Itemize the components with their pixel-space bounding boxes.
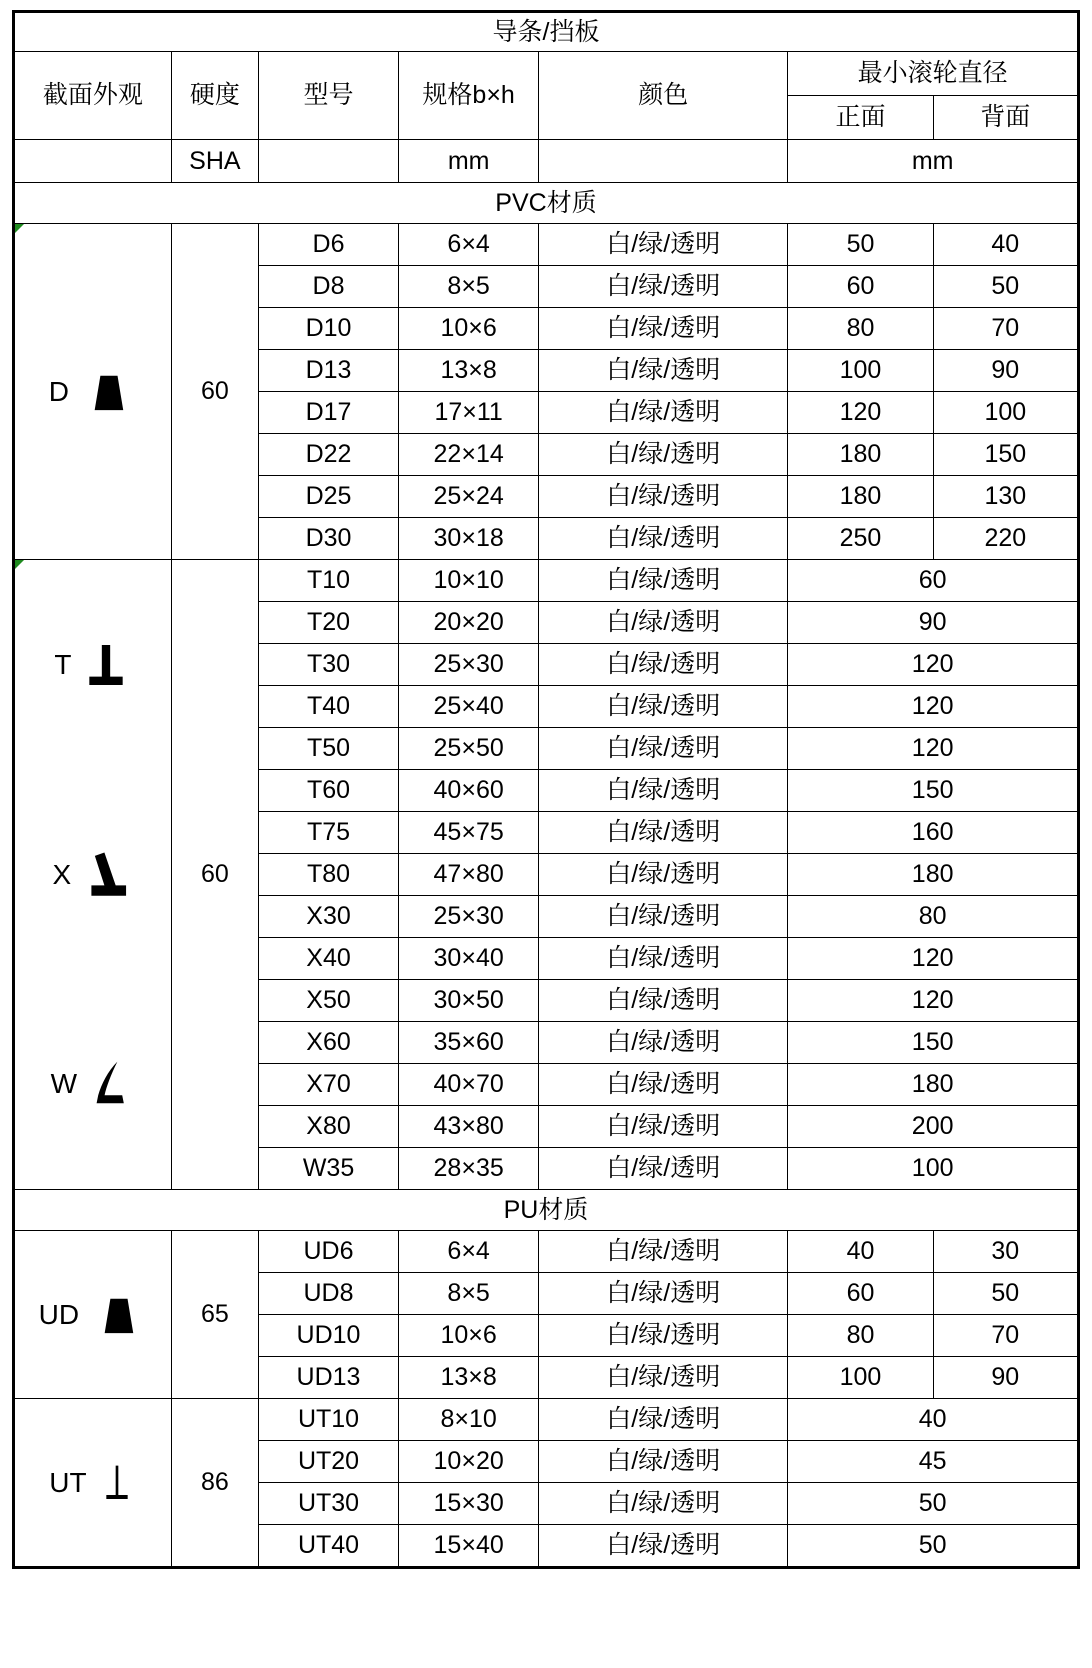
material-section-row: [14, 1190, 1079, 1231]
spec-cell: 47×80: [399, 854, 539, 896]
spec-cell: 25×30: [399, 644, 539, 686]
front-diameter-cell: 80: [788, 1315, 933, 1357]
material-section-label: PVC材质: [14, 183, 1079, 224]
title-row: [14, 12, 1079, 52]
model-cell: T20: [258, 602, 398, 644]
back-diameter-cell: 70: [933, 1315, 1078, 1357]
spec-cell: 10×10: [399, 560, 539, 602]
spec-cell: 45×75: [399, 812, 539, 854]
table-row: [14, 560, 1079, 602]
slanted-tee-profile-icon: [81, 849, 133, 901]
shape-stack: [15, 1231, 171, 1398]
model-cell: UD10: [258, 1315, 398, 1357]
back-diameter-cell: 150: [933, 434, 1078, 476]
spec-cell: 30×50: [399, 980, 539, 1022]
color-cell: 白/绿/透明: [539, 434, 788, 476]
color-cell: 白/绿/透明: [539, 1525, 788, 1568]
spec-cell: 6×4: [399, 1231, 539, 1273]
model-cell: D13: [258, 350, 398, 392]
color-cell: 白/绿/透明: [539, 1231, 788, 1273]
model-cell: X30: [258, 896, 398, 938]
model-cell: X50: [258, 980, 398, 1022]
model-cell: T80: [258, 854, 398, 896]
color-cell: 白/绿/透明: [539, 350, 788, 392]
spec-cell: 6×4: [399, 224, 539, 266]
model-cell: T40: [258, 686, 398, 728]
unit-roller: mm: [788, 140, 1079, 183]
spec-cell: 35×60: [399, 1022, 539, 1064]
color-cell: 白/绿/透明: [539, 686, 788, 728]
model-cell: UD6: [258, 1231, 398, 1273]
model-cell: D25: [258, 476, 398, 518]
model-cell: D17: [258, 392, 398, 434]
unit-shape: [14, 140, 172, 183]
header-front: 正面: [788, 96, 933, 140]
roller-diameter-cell: 40: [788, 1399, 1079, 1441]
roller-diameter-cell: 45: [788, 1441, 1079, 1483]
spec-cell: 40×60: [399, 770, 539, 812]
roller-diameter-cell: 60: [788, 560, 1079, 602]
shape-stack: [15, 1399, 171, 1566]
color-cell: 白/绿/透明: [539, 266, 788, 308]
roller-diameter-cell: 90: [788, 602, 1079, 644]
spec-cell: 28×35: [399, 1148, 539, 1190]
comment-marker-icon: [15, 560, 24, 569]
shape-cell: [14, 1231, 172, 1399]
back-diameter-cell: 90: [933, 350, 1078, 392]
roller-diameter-cell: 120: [788, 728, 1079, 770]
color-cell: 白/绿/透明: [539, 644, 788, 686]
front-diameter-cell: 180: [788, 434, 933, 476]
header-spec: 规格b×h: [399, 52, 539, 140]
hardness-cell: 86: [171, 1399, 258, 1568]
front-diameter-cell: 180: [788, 476, 933, 518]
front-diameter-cell: 60: [788, 1273, 933, 1315]
spec-cell: 8×5: [399, 266, 539, 308]
color-cell: 白/绿/透明: [539, 602, 788, 644]
color-cell: 白/绿/透明: [539, 1357, 788, 1399]
color-cell: 白/绿/透明: [539, 1315, 788, 1357]
spec-cell: 15×40: [399, 1525, 539, 1568]
model-cell: UD8: [258, 1273, 398, 1315]
color-cell: 白/绿/透明: [539, 560, 788, 602]
shape-letter: W: [50, 1068, 78, 1100]
spec-cell: 17×11: [399, 392, 539, 434]
shape-figure: [15, 560, 171, 770]
model-cell: X60: [258, 1022, 398, 1064]
front-diameter-cell: 250: [788, 518, 933, 560]
model-cell: D22: [258, 434, 398, 476]
thin-tee-profile-icon: [97, 1455, 137, 1511]
spec-cell: 8×5: [399, 1273, 539, 1315]
shape-cell: [14, 224, 172, 560]
header-shape: 截面外观: [14, 52, 172, 140]
spec-cell: 25×40: [399, 686, 539, 728]
color-cell: 白/绿/透明: [539, 770, 788, 812]
unit-color: [539, 140, 788, 183]
front-diameter-cell: 60: [788, 266, 933, 308]
shape-letter: X: [52, 858, 72, 890]
back-diameter-cell: 50: [933, 1273, 1078, 1315]
back-diameter-cell: 130: [933, 476, 1078, 518]
shape-letter: T: [54, 648, 72, 680]
shape-figure: [15, 770, 171, 980]
header-hardness: 硬度: [171, 52, 258, 140]
roller-diameter-cell: 50: [788, 1483, 1079, 1525]
comment-marker-icon: [15, 224, 24, 233]
roller-diameter-cell: 150: [788, 770, 1079, 812]
spec-cell: 13×8: [399, 1357, 539, 1399]
wave-fin-profile-icon: [87, 1057, 135, 1111]
shape-figure: [15, 1231, 171, 1398]
model-cell: T50: [258, 728, 398, 770]
spec-cell: 22×14: [399, 434, 539, 476]
spec-cell: 13×8: [399, 350, 539, 392]
spec-cell: 43×80: [399, 1106, 539, 1148]
model-cell: UD13: [258, 1357, 398, 1399]
model-cell: UT10: [258, 1399, 398, 1441]
material-section-label: PU材质: [14, 1190, 1079, 1231]
front-diameter-cell: 50: [788, 224, 933, 266]
model-cell: UT30: [258, 1483, 398, 1525]
unit-model: [258, 140, 398, 183]
front-diameter-cell: 100: [788, 1357, 933, 1399]
color-cell: 白/绿/透明: [539, 392, 788, 434]
color-cell: 白/绿/透明: [539, 728, 788, 770]
back-diameter-cell: 90: [933, 1357, 1078, 1399]
model-cell: X70: [258, 1064, 398, 1106]
model-cell: X80: [258, 1106, 398, 1148]
shape-cell: [14, 1399, 172, 1568]
color-cell: 白/绿/透明: [539, 1064, 788, 1106]
model-cell: T10: [258, 560, 398, 602]
header-model: 型号: [258, 52, 398, 140]
front-diameter-cell: 40: [788, 1231, 933, 1273]
spec-cell: 40×70: [399, 1064, 539, 1106]
spec-cell: 30×18: [399, 518, 539, 560]
tee-profile-icon: [81, 639, 131, 691]
roller-diameter-cell: 50: [788, 1525, 1079, 1568]
spec-cell: 25×30: [399, 896, 539, 938]
color-cell: 白/绿/透明: [539, 1022, 788, 1064]
color-cell: 白/绿/透明: [539, 1273, 788, 1315]
material-section-row: [14, 183, 1079, 224]
unit-spec: mm: [399, 140, 539, 183]
shape-stack: [15, 224, 171, 559]
header-roller-diameter: 最小滚轮直径: [788, 52, 1079, 96]
front-diameter-cell: 80: [788, 308, 933, 350]
shape-figure: [15, 979, 171, 1189]
roller-diameter-cell: 100: [788, 1148, 1079, 1190]
back-diameter-cell: 100: [933, 392, 1078, 434]
hardness-cell: 60: [171, 560, 258, 1190]
roller-diameter-cell: 120: [788, 686, 1079, 728]
model-cell: D10: [258, 308, 398, 350]
table-row: [14, 1231, 1079, 1273]
back-diameter-cell: 70: [933, 308, 1078, 350]
unit-hardness: SHA: [171, 140, 258, 183]
model-cell: W35: [258, 1148, 398, 1190]
shape-letter: UD: [38, 1298, 80, 1330]
spec-cell: 8×10: [399, 1399, 539, 1441]
model-cell: UT40: [258, 1525, 398, 1568]
back-diameter-cell: 40: [933, 224, 1078, 266]
shape-stack: [15, 560, 171, 1189]
color-cell: 白/绿/透明: [539, 854, 788, 896]
header-back: 背面: [933, 96, 1078, 140]
color-cell: 白/绿/透明: [539, 224, 788, 266]
spec-cell: 20×20: [399, 602, 539, 644]
roller-diameter-cell: 120: [788, 644, 1079, 686]
model-cell: T30: [258, 644, 398, 686]
header-color: 颜色: [539, 52, 788, 140]
model-cell: D30: [258, 518, 398, 560]
shape-figure: [15, 1399, 171, 1566]
roller-diameter-cell: 180: [788, 854, 1079, 896]
color-cell: 白/绿/透明: [539, 812, 788, 854]
spec-cell: 30×40: [399, 938, 539, 980]
back-diameter-cell: 50: [933, 266, 1078, 308]
color-cell: 白/绿/透明: [539, 476, 788, 518]
color-cell: 白/绿/透明: [539, 1399, 788, 1441]
hardness-cell: 65: [171, 1231, 258, 1399]
trapezoid-icon: [79, 372, 137, 412]
model-cell: X40: [258, 938, 398, 980]
shape-letter: D: [48, 375, 69, 407]
roller-diameter-cell: 120: [788, 980, 1079, 1022]
unit-row: [14, 140, 1079, 183]
color-cell: 白/绿/透明: [539, 980, 788, 1022]
spec-cell: 25×24: [399, 476, 539, 518]
table-row: [14, 224, 1079, 266]
color-cell: 白/绿/透明: [539, 1441, 788, 1483]
back-diameter-cell: 30: [933, 1231, 1078, 1273]
spec-cell: 10×6: [399, 1315, 539, 1357]
spec-cell: 15×30: [399, 1483, 539, 1525]
color-cell: 白/绿/透明: [539, 308, 788, 350]
spec-cell: 10×6: [399, 308, 539, 350]
front-diameter-cell: 120: [788, 392, 933, 434]
header-row-1: [14, 52, 1079, 96]
shape-cell: [14, 560, 172, 1190]
table-title: 导条/挡板: [14, 12, 1079, 52]
guide-strip-spec-table: [12, 10, 1080, 1569]
color-cell: 白/绿/透明: [539, 1148, 788, 1190]
spec-cell: 25×50: [399, 728, 539, 770]
model-cell: T75: [258, 812, 398, 854]
roller-diameter-cell: 150: [788, 1022, 1079, 1064]
front-diameter-cell: 100: [788, 350, 933, 392]
spec-cell: 10×20: [399, 1441, 539, 1483]
color-cell: 白/绿/透明: [539, 938, 788, 980]
roller-diameter-cell: 120: [788, 938, 1079, 980]
hardness-cell: 60: [171, 224, 258, 560]
roller-diameter-cell: 80: [788, 896, 1079, 938]
color-cell: 白/绿/透明: [539, 1483, 788, 1525]
model-cell: UT20: [258, 1441, 398, 1483]
roller-diameter-cell: 160: [788, 812, 1079, 854]
roller-diameter-cell: 180: [788, 1064, 1079, 1106]
model-cell: T60: [258, 770, 398, 812]
roller-diameter-cell: 200: [788, 1106, 1079, 1148]
trapezoid-icon: [89, 1295, 147, 1335]
color-cell: 白/绿/透明: [539, 1106, 788, 1148]
model-cell: D8: [258, 266, 398, 308]
model-cell: D6: [258, 224, 398, 266]
color-cell: 白/绿/透明: [539, 896, 788, 938]
table-row: [14, 1399, 1079, 1441]
shape-figure: [15, 224, 171, 559]
back-diameter-cell: 220: [933, 518, 1078, 560]
shape-letter: UT: [49, 1466, 87, 1498]
color-cell: 白/绿/透明: [539, 518, 788, 560]
